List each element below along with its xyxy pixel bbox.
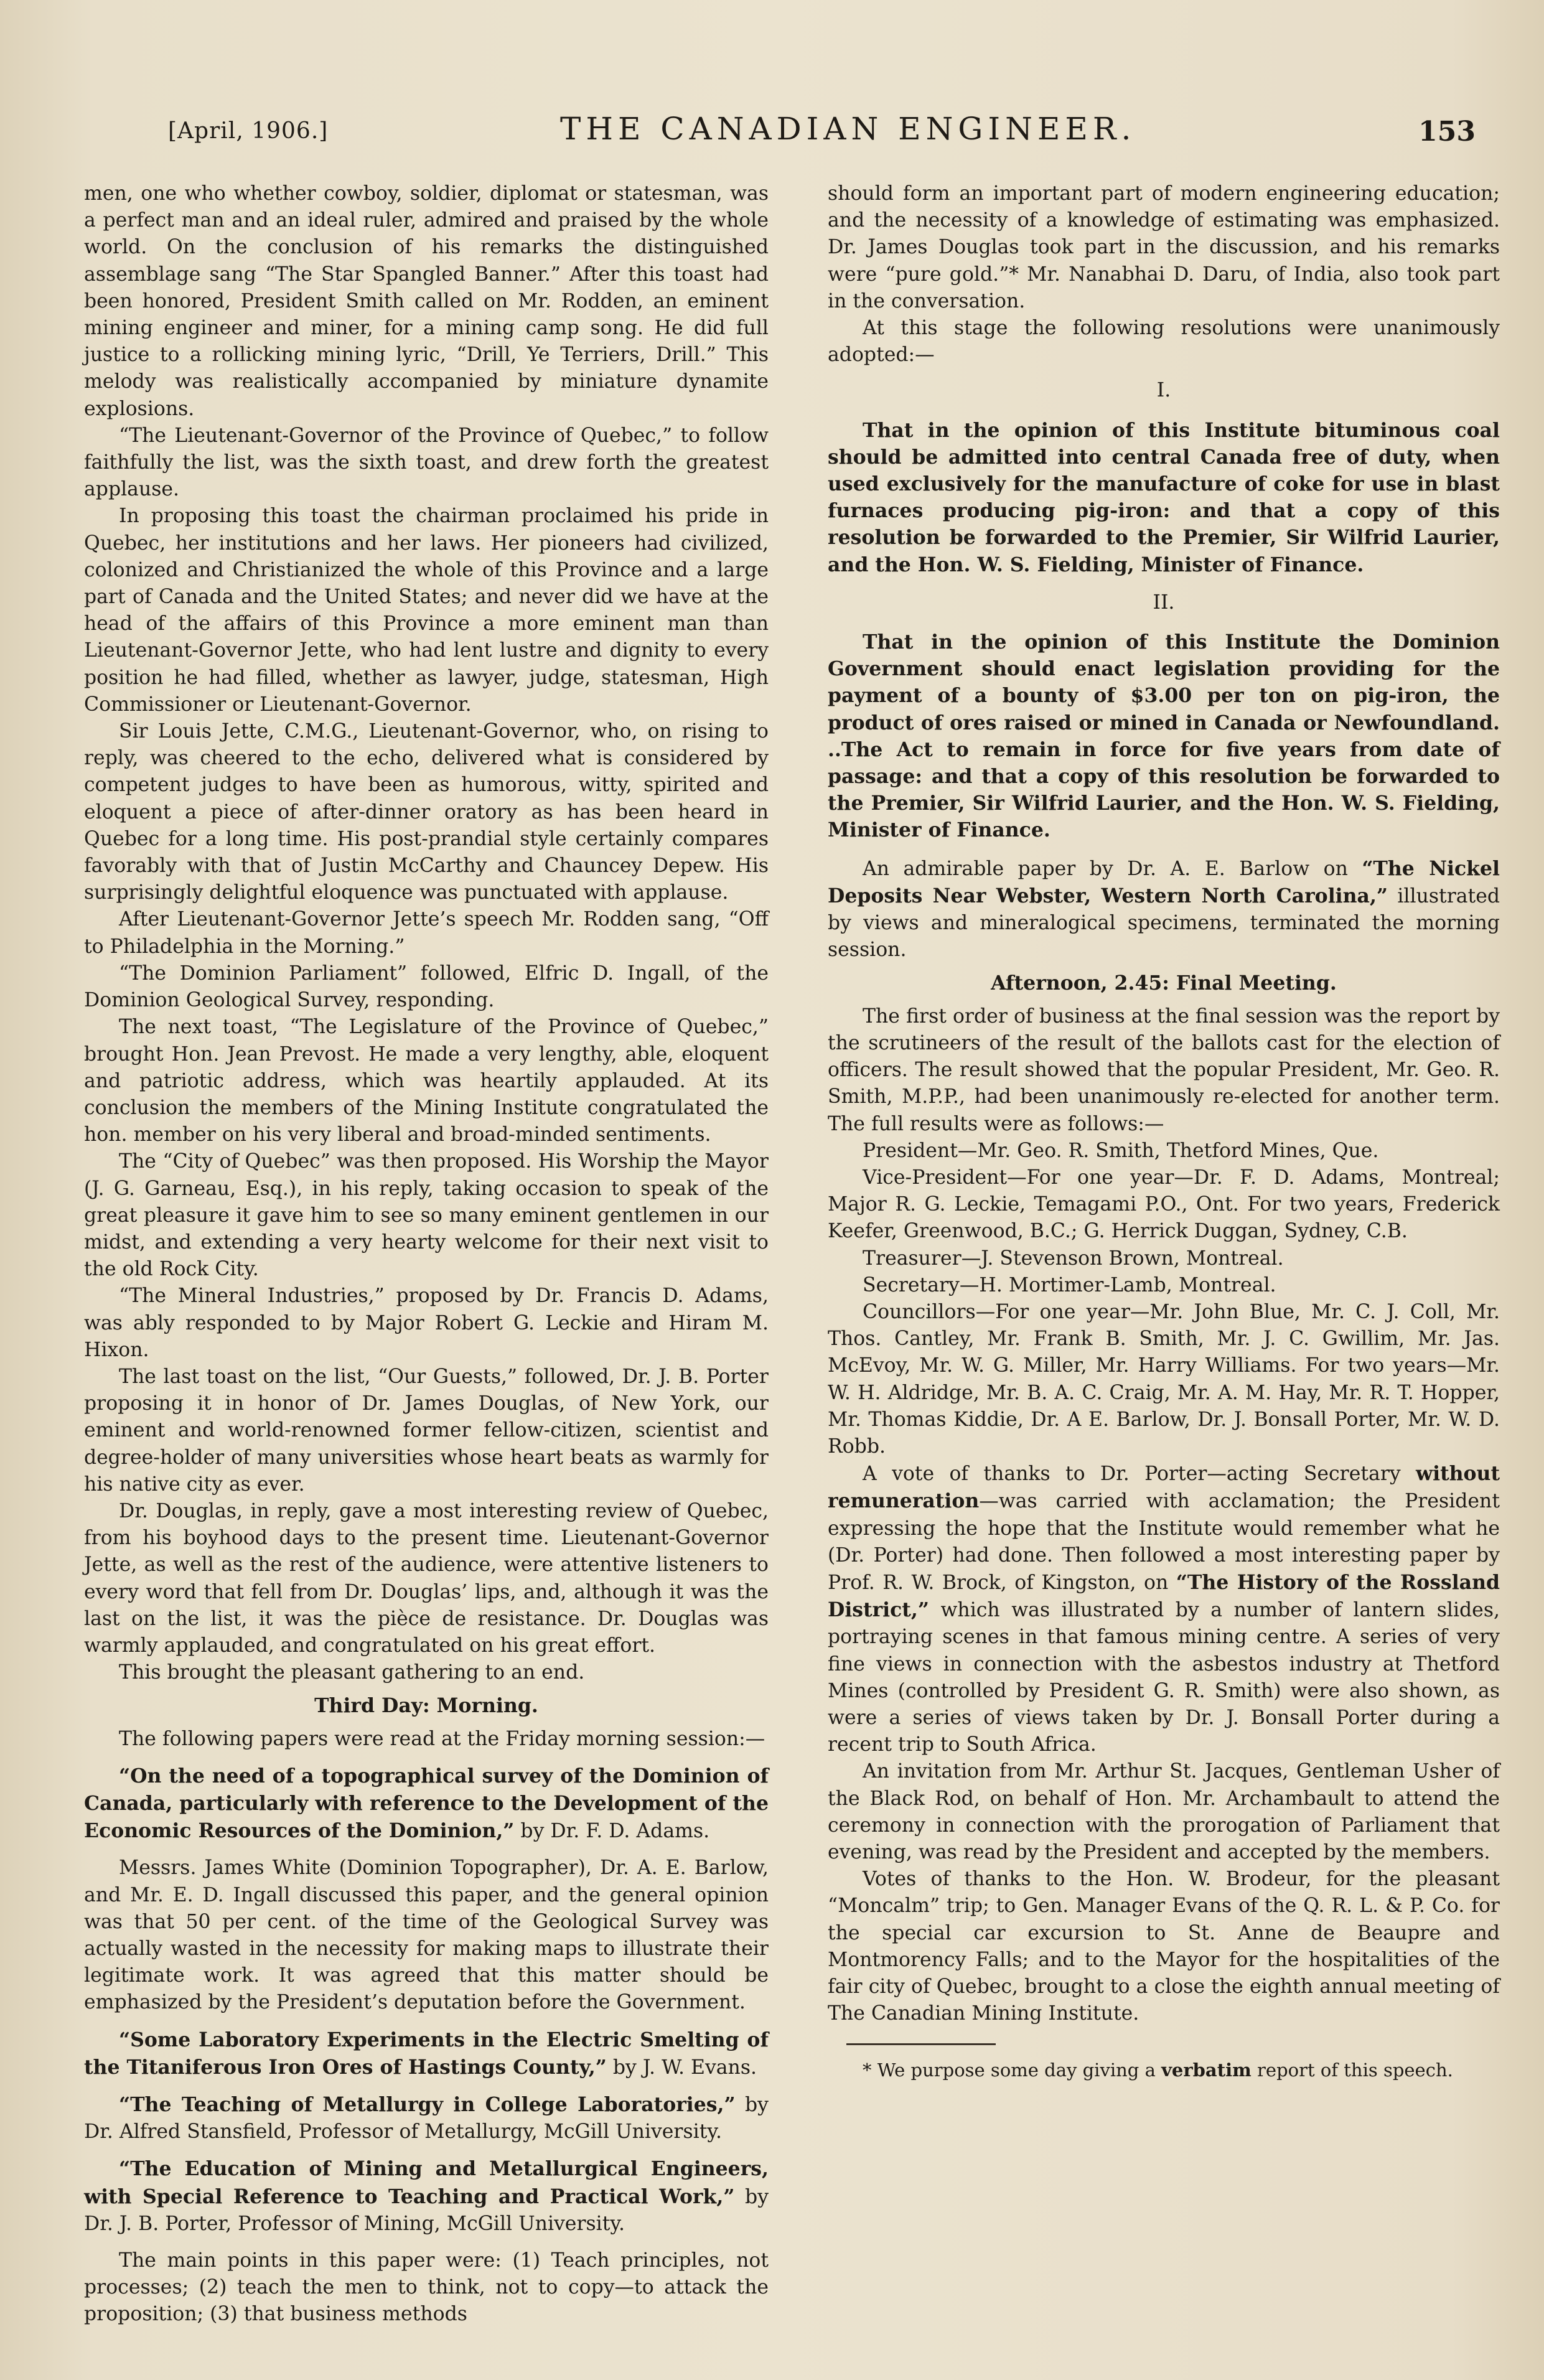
resolution-text: That in the opinion of this Institute the Dominion Government should enact legislation providing for the payment of a bounty of $3.00 per ton on pig-iron, the product of ores raised or mined in Canada or Newfoundland. ..The Act to remain in force for five years from date of passage: and that a copy of this resolution be forwarded to the Premier, Sir Wilfrid Laurier, and the Hon. W. S. Fielding, Minister of Finance.: [828, 630, 1500, 842]
paragraph: Votes of thanks to the Hon. W. Brodeur, for the pleasant “Moncalm” trip; to Gen. Manager Evans of the Q. R. L. & P. Co. for the special car excursion to St. Anne de Beaupre and Montmorency Falls; and to the Mayor for the hospitalities of the fair city of Quebec, brought to a close the eighth annual meeting of The Canadian Mining Institute.: [828, 1868, 1500, 2025]
paper-title: “The Nickel Deposits Near Webster, Western North Carolina,”: [828, 856, 1500, 907]
paper-author: by Dr. J. B. Porter, Professor of Mining, McGill University.: [84, 2185, 769, 2235]
paragraph: The last toast on the list, “Our Guests,” followed, Dr. J. B. Porter proposing it in honor of Dr. James Douglas, of New York, our eminent and world-renowned former fellow-citizen, scientist and degree-holder of many universities whose heart beats as warmly for his native city as ever.: [84, 1365, 769, 1496]
paragraph: [828, 855, 1500, 964]
paragraph: [828, 1460, 1500, 1758]
paper-entry: [84, 2155, 769, 2237]
publication-title: THE CANADIAN ENGINEER.: [560, 111, 1136, 147]
paragraph: Sir Louis Jette, C.M.G., Lieutenant-Governor, who, on rising to reply, was cheered to the echo, delivered what is considered by competent judges to have been as humorous, witty, spirited and eloquent a piece of after-dinner oratory as has been heard in Quebec for a long time. His post-prandial style certainly compares favorably with that of Justin McCarthy and Chauncey Depew. His surprisingly delightful eloquence was punctuated with applause.: [84, 720, 769, 904]
paragraph: The next toast, “The Legislature of the Province of Quebec,” brought Hon. Jean Prevost. He made a very lengthy, able, eloquent and patriotic address, which was heartily applauded. At its conclusion the members of the Mining Institute congratulated the hon. member on his very liberal and broad-minded sentiments.: [84, 1016, 769, 1146]
text-run: report of this speech.: [1251, 2059, 1453, 2081]
paragraph: The main points in this paper were: (1) Teach principles, not processes; (2) teach the men to think, not to copy—to attack the proposition; (3) that business methods: [84, 2249, 769, 2326]
bold-text: without remuneration: [828, 1462, 1500, 1513]
text-run: —was carried with acclamation; the President expressing the hope that the Institute would remember what he (Dr. Porter) had done. Then followed a most interesting paper by Prof. R. W. Brock, of Kingston, on: [828, 1490, 1500, 1594]
paper-author: by J. W. Evans.: [606, 2056, 757, 2079]
resolution-number: I.: [1156, 379, 1171, 402]
paragraph: “The Mineral Industries,” proposed by Dr. Francis D. Adams, was ably responded to by Major Robert G. Leckie and Hiram M. Hixon.: [84, 1285, 769, 1361]
resolution-text: That in the opinion of this Institute bituminous coal should be admitted into central Canada free of duty, when used exclusively for the manufacture of coke for use in blast furnaces producing pig-iron: and that a copy of this resolution be forwarded to the Premier, Sir Wilfrid Laurier, and the Hon. W. S. Fielding, Minister of Finance.: [828, 418, 1500, 576]
paper-author: by Dr. Alfred Stansfield, Professor of Metallurgy, McGill University.: [84, 2094, 769, 2143]
officer-entry: President—Mr. Geo. R. Smith, Thetford Mines, Que.: [863, 1139, 1379, 1162]
paragraph: The following papers were read at the Friday morning session:—: [119, 1727, 765, 1750]
paper-title: “On the need of a topographical survey of the Dominion of Canada, particularly with reference to the Development of the Economic Resources of the Dominion,”: [84, 1764, 769, 1843]
paper-author: by Dr. F. D. Adams.: [514, 1820, 710, 1843]
right-column: [828, 180, 1500, 2082]
page-number: 153: [1418, 116, 1476, 148]
paragraph: This brought the pleasant gathering to an end.: [119, 1661, 585, 1684]
officer-entry: Vice-President—For one year—Dr. F. D. Adams, Montreal; Major R. G. Leckie, Temagami P.O., Ont. For two years, Frederick Keefer, Greenwood, B.C.; G. Herrick Duggan, Sydney, C.B.: [828, 1166, 1500, 1243]
paragraph: In proposing this toast the chairman proclaimed his pride in Quebec, her institutions and her laws. Her pioneers had civilized, colonized and Christianized the whole of this Province and a large part of Canada and the United States; and never did we have at the head of the affairs of this Province a more eminent man than Lieutenant-Governor Jette, who had lent lustre and dignity to every position he had filled, whether as lawyer, judge, statesman, High Commissioner or Lieutenant-Governor.: [84, 505, 769, 716]
footnote: [828, 2058, 1500, 2082]
officer-entry: Secretary—H. Mortimer-Lamb, Montreal.: [863, 1273, 1276, 1296]
paper-entry: [84, 2026, 769, 2081]
left-column: [84, 180, 769, 2328]
paragraph: After Lieutenant-Governor Jette’s speech Mr. Rodden sang, “Off to Philadelphia in the Morning.”: [84, 908, 769, 958]
paper-title: “The Education of Mining and Metallurgical Engineers, with Special Reference to Teaching and Practical Work,”: [84, 2157, 769, 2208]
text-run: which was illustrated by a number of lantern slides, portraying scenes in that famous mining centre. A series of very fine views in connection with the asbestos industry at Thetford Mines (controlled by President G. R. Smith) were also shown, as were a series of views taken by Dr. J. Bonsall Porter during a recent trip to South Africa.: [828, 1599, 1500, 1756]
paragraph: At this stage the following resolutions were unanimously adopted:—: [828, 317, 1500, 367]
paragraph: “The Dominion Parliament” followed, Elfric D. Ingall, of the Dominion Geological Survey, responding.: [84, 962, 769, 1012]
section-heading: Afternoon, 2.45: Final Meeting.: [991, 972, 1337, 995]
officer-entry: Councillors—For one year—Mr. John Blue, Mr. C. J. Coll, Mr. Thos. Cantley, Mr. Frank B. Smith, Mr. J. C. Gwillim, Mr. Jas. McEvoy, Mr. W. G. Miller, Mr. Harry Williams. For two years—Mr. W. H. Aldridge, Mr. B. A. C. Craig, Mr. A. M. Hay, Mr. R. T. Hopper, Mr. Thomas Kiddie, Dr. A E. Barlow, Dr. J. Bonsall Porter, Mr. W. D. Robb.: [828, 1300, 1500, 1458]
paper-title: “Some Laboratory Experiments in the Electric Smelting of the Titaniferous Iron Ores of Hastings County,”: [84, 2028, 769, 2079]
paragraph: An invitation from Mr. Arthur St. Jacques, Gentleman Usher of the Black Rod, on behalf of Hon. Mr. Archambault to attend the ceremony in connection with the prorogation of Parliament that evening, was read by the President and accepted by the members.: [828, 1760, 1500, 1863]
bold-text: verbatim: [1161, 2059, 1252, 2081]
paragraph: Messrs. James White (Dominion Topographer), Dr. A. E. Barlow, and Mr. E. D. Ingall discussed this paper, and the general opinion was that 50 per cent. of the time of the Geological Survey was actually wasted in the necessity for making maps to illustrate their legitimate work. It was agreed that this matter should be emphasized by the President’s deputation before the Government.: [84, 1857, 769, 2014]
paragraph: should form an important part of modern engineering education; and the necessity of a knowledge of estimating was emphasized. Dr. James Douglas took part in the discussion, and his remarks were “pure gold.”* Mr. Nanabhai D. Daru, of India, also took part in the conversation.: [828, 182, 1500, 312]
text-run: * We purpose some day giving a: [863, 2059, 1162, 2081]
officers-list: [828, 1138, 1500, 1460]
footnote-divider: [846, 2043, 996, 2045]
paragraph: men, one who whether cowboy, soldier, diplomat or statesman, was a perfect man and an ideal ruler, admired and praised by the whole world. On the conclusion of his remarks the distinguished assemblage sang “The Star Spangled Banner.” After this toast had been honored, President Smith called on Mr. Rodden, an eminent mining engineer and miner, for a mining camp song. He did full justice to a rollicking mining lyric, “Drill, Ye Terriers, Drill.” This melody was realistically accompanied by miniature dynamite explosions.: [84, 182, 769, 420]
text-run: An admirable paper by Dr. A. E. Barlow on: [863, 857, 1362, 880]
paper-title: “The Teaching of Metallurgy in College Laboratories,”: [119, 2093, 736, 2117]
paragraph: Dr. Douglas, in reply, gave a most interesting review of Quebec, from his boyhood days to the present time. Lieutenant-Governor Jette, as well as the rest of the audience, were attentive listeners to every word that fell from Dr. Douglas’ lips, and, although it was the last on the list, it was the pièce de resistance. Dr. Douglas was warmly applauded, and congratulated on his great effort.: [84, 1499, 769, 1657]
text-run: illustrated by views and mineralogical specimens, terminated the morning session.: [828, 884, 1500, 962]
paper-title: “The History of the Rossland District,”: [828, 1570, 1500, 1622]
paragraph: “The Lieutenant-Governor of the Province of Quebec,” to follow faithfully the list, was the sixth toast, and drew forth the greatest applause.: [84, 424, 769, 501]
paragraph: The first order of business at the final session was the report by the scrutineers of the result of the ballots cast for the election of officers. The result showed that the popular President, Mr. Geo. R. Smith, M.P.P., had been unanimously re-elected for another term. The full results were as follows:—: [828, 1005, 1500, 1135]
section-heading: Third Day: Morning.: [314, 1694, 538, 1718]
paper-entry: [84, 2091, 769, 2145]
officer-entry: Treasurer—J. Stevenson Brown, Montreal.: [863, 1247, 1284, 1270]
page-header: [168, 111, 1476, 161]
paragraph: The “City of Quebec” was then proposed. His Worship the Mayor (J. G. Garneau, Esq.), in his reply, taking occasion to speak of the great pleasure it gave him to see so many eminent gentlemen in our midst, and extending a very hearty welcome for their next visit to the old Rock City.: [84, 1150, 769, 1281]
issue-date: [April, 1906.]: [168, 118, 329, 144]
paper-entry: [84, 1763, 769, 1845]
resolution-number: II.: [1153, 591, 1175, 614]
text-run: A vote of thanks to Dr. Porter—acting Secretary: [863, 1463, 1416, 1486]
